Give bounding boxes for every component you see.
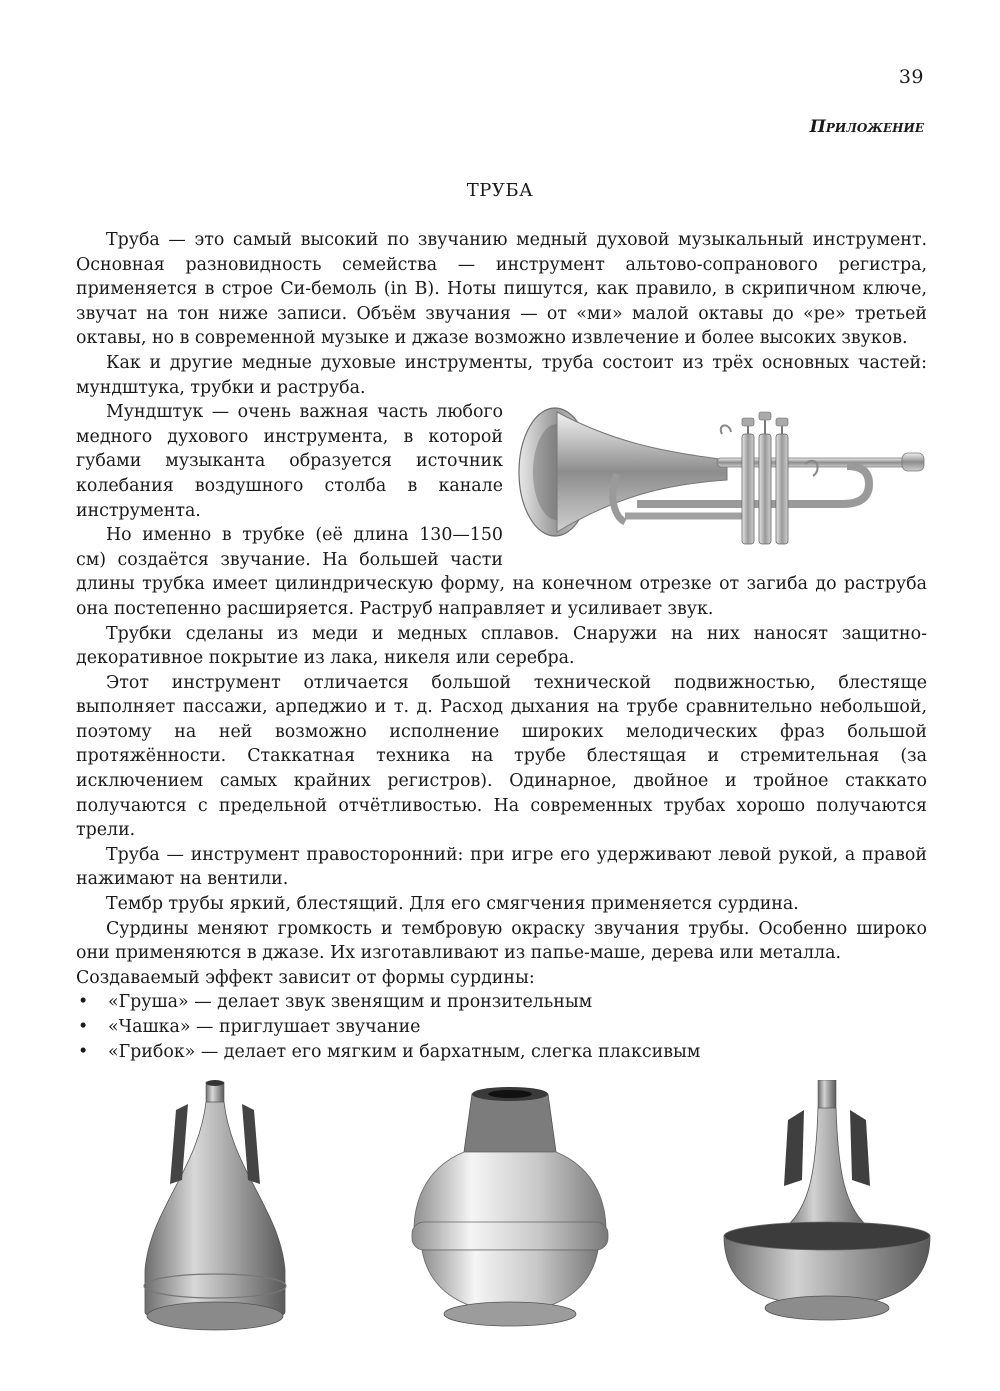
paragraph: Трубки сделаны из меди и медных сплавов. Снаружи на них наносят защитно-декоративное покрытие из лака, никеля или серебра. xyxy=(76,623,927,669)
bullet-icon: • xyxy=(78,992,89,1013)
mushroom-mute-image xyxy=(722,1080,932,1335)
article-title: ТРУБА xyxy=(466,180,534,201)
paragraph: Сурдины меняют громкость и тембровую окраску звучания трубы. Особенно широко они применяются в джазе. Их изготавливают из папье-маше, дерева или металла. xyxy=(76,918,927,964)
list-item xyxy=(76,1015,927,1040)
paragraph: Но именно в трубке (её длина 130—150 см) создаётся звучание. На большей части длины трубка имеет цилиндрическую форму, на конечном отрезке от загиба до раструба она постепенно расширяется. Раструб направляет и усиливает звук. xyxy=(76,525,927,619)
list-item xyxy=(76,1040,927,1065)
paragraph: Как и другие медные духовые инструменты, труба состоит из трёх основных частей: мундштука, трубки и раструба. xyxy=(76,352,927,398)
paragraph: Этот инструмент отличается большой технической подвижностью, блестяще выполняет пассажи, арпеджио и т. д. Расход дыхания на трубе сравнительно небольшой, поэтому на ней возможно исполнение широких мелодических фраз большой протяжённости. Стаккатная техника на трубе блестящая и стремительная (за исключением самых крайних регистров). Одинарное, двойное и тройное стаккато получаются с предельной отчётливостью. На современных трубах хорошо получаются трели. xyxy=(76,672,927,841)
bullet-icon: • xyxy=(78,1041,89,1062)
paragraph: Труба — инструмент правосторонний: при игре его удерживают левой рукой, а правой нажимают на вентили. xyxy=(76,844,927,890)
section-title: Приложение xyxy=(809,117,924,137)
trumpet-image xyxy=(517,404,927,554)
list-item-text: «Чашка» — приглушает звучание xyxy=(108,1017,421,1037)
list-item-text: «Грибок» — делает его мягким и бархатным, слегка плаксивым xyxy=(108,1041,701,1062)
article-body xyxy=(76,228,927,1064)
mute-types-list xyxy=(76,990,927,1064)
paragraph: Труба — это самый высокий по звучанию медный духовой музыкальный инструмент. Основная разновидность семейства — инструмент альтово-сопранового регистра, применяется в строе Си-бемоль (in B). Ноты пишутся, как правило, в скрипичном ключе, звучат на тон ниже записи. Объём звучания — от «ми» малой октавы до «ре» третьей октавы, но в современной музыке и джазе возможно извлечение и более высоких звуков. xyxy=(76,230,927,349)
pear-mute-image xyxy=(140,1080,290,1340)
page-number: 39 xyxy=(898,66,924,88)
paragraph: Создаваемый эффект зависит от формы сурдины: xyxy=(76,967,535,988)
bullet-icon: • xyxy=(78,1017,89,1037)
list-item xyxy=(76,990,927,1015)
cup-mute-image xyxy=(410,1080,610,1345)
paragraph: Тембр трубы яркий, блестящий. Для его смягчения применяется сурдина. xyxy=(106,894,799,915)
list-item-text: «Груша» — делает звук звенящим и пронзительным xyxy=(108,992,593,1013)
paragraph: Мундштук — очень важная часть любого медного духового инструмента, в которой губами музыканта образуется источник колебания воздушного столба в канале инструмента. xyxy=(76,402,503,521)
